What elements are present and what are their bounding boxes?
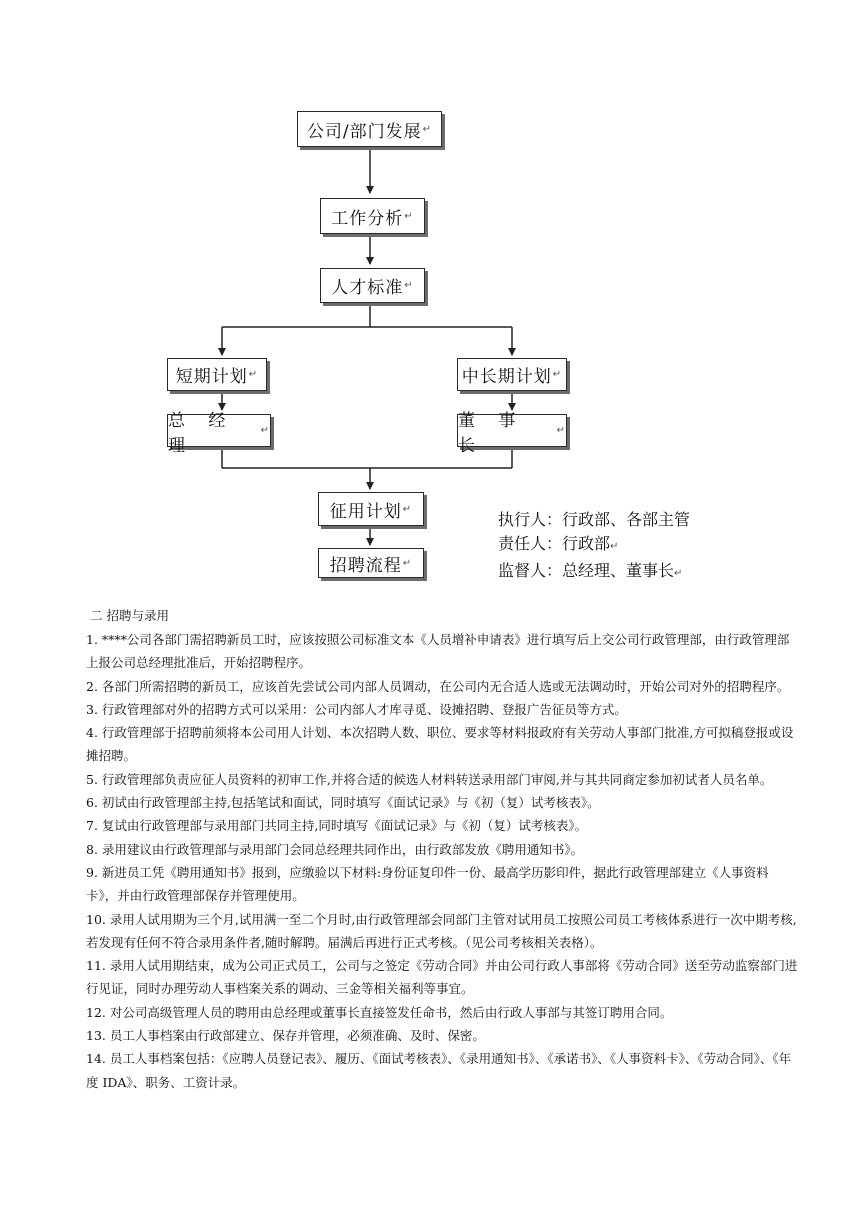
flowchart-legend: [498, 508, 690, 586]
node-hiring-plan: [318, 492, 424, 526]
list-item: 10. 录用人试用期为三个月,试用满一至二个月时,由行政管理部会同部门主管对试用员工按照公司员工考核体系进行一次中期考核,若发现有任何不符合录用条件者,随时解聘。届满后再进行正式考核。（见公司考核相关表格）。: [86, 911, 797, 950]
list-item: 1. ****公司各部门需招聘新员工时，应该按照公司标准文本《人员增补申请表》进行填写后上交公司行政管理部，由行政管理部上报公司总经理批准后，开始招聘程序。: [86, 632, 790, 671]
node-label: 招聘流程: [329, 555, 402, 576]
list-item: 3. 行政管理部对外的招聘方式可以采用：公司内部人才库寻觅、设摊招聘、登报广告征员等方式。: [86, 701, 627, 717]
return-mark: ↵: [404, 210, 414, 222]
list-item: 12. 对公司高级管理人员的聘用由总经理或董事长直接签发任命书，然后由行政人事部与其签订聘用合同。: [86, 1004, 673, 1020]
node-chairman: [457, 410, 567, 456]
node-job-analysis: [320, 198, 425, 234]
return-mark: ↵: [556, 425, 566, 436]
list-item: 2. 各部门所需招聘的新员工，应该首先尝试公司内部人员调动，在公司内无合适人选或无法调动时，开始公司对外的招聘程序。: [86, 678, 790, 694]
list-item: 7. 复试由行政管理部与录用部门共同主持,同时填写《面试记录》与《初（复）试考核表》。: [86, 818, 588, 834]
node-long-term-plan: [457, 358, 567, 391]
node-label: 短期计划: [175, 367, 248, 387]
list-item: 9. 新进员工凭《聘用通知书》报到，应缴验以下材料:身份证复印件一份、最高学历影印件，据此行政管理部建立《人事资料卡》，并由行政管理部保存并管理使用。: [86, 864, 769, 904]
return-mark: ↵: [674, 568, 683, 579]
section-title: 二 招聘与录用: [90, 608, 169, 623]
node-label: 公司/部门发展: [306, 121, 422, 142]
list-item: 11. 录用人试用期结束，成为公司正式员工，公司与之签定《劳动合同》并由公司行政人事部将《劳动合同》送至劳动监察部门进行见证，同时办理劳动人事档案关系的调动、三金等相关福利等事宜。: [86, 958, 798, 997]
return-mark: ↵: [260, 425, 270, 436]
return-mark: ↵: [610, 541, 619, 552]
return-mark: ↵: [552, 369, 563, 380]
list-item: 6. 初试由行政管理部主持,包括笔试和面试，同时填写《面试记录》与《初（复）试考核表》。: [86, 795, 600, 811]
rules-list: [86, 628, 798, 1094]
legend-responsible: 责任人：行政部↵: [498, 534, 619, 553]
list-item: 8. 录用建议由行政管理部与录用部门会同总经理共同作出，由行政部发放《聘用通知书》。: [86, 841, 584, 857]
node-label: 工作分析: [331, 208, 404, 229]
node-label: 人才标准: [331, 278, 404, 298]
node-label: 董 事 长: [458, 410, 525, 456]
recruitment-flowchart: [0, 0, 868, 600]
return-mark: ↵: [248, 369, 259, 380]
node-label: 中长期计划: [461, 367, 552, 387]
list-item: 5. 行政管理部负责应征人员资料的初审工作,并将合适的候选人材料转送录用部门审阅,并与其共同商定参加初试者人员名单。: [86, 771, 773, 787]
return-mark: ↵: [404, 280, 414, 291]
return-mark: ↵: [402, 557, 413, 569]
legend-executor: 执行人：行政部、各部主管: [498, 510, 691, 529]
node-talent-standard: [320, 268, 425, 303]
node-general-manager: [167, 410, 271, 456]
list-item: 14. 员工人事档案包括：《应聘人员登记表》、履历、《面试考核表》、《录用通知书》、《承诺书》、《人事资料卡》、《劳动合同》、《年度 IDA》、职务、工资计录。: [86, 1051, 792, 1090]
legend-supervisor: 监督人：总经理、董事长↵: [498, 561, 683, 580]
node-label: 征用计划: [329, 501, 402, 522]
flowchart-connectors: [0, 0, 868, 600]
list-item: 4. 行政管理部于招聘前须将本公司用人计划、本次招聘人数、职位、要求等材料报政府有关劳动人事部门批准,方可拟稿登报或设摊招聘。: [86, 725, 794, 764]
node-label: 总 经 理: [168, 410, 235, 456]
node-company-development: [297, 111, 442, 147]
return-mark: ↵: [422, 123, 433, 135]
node-recruitment-process: [318, 548, 424, 578]
list-item: 13. 员工人事档案由行政部建立、保存并管理，必须准确、及时、保密。: [86, 1028, 485, 1044]
return-mark: ↵: [402, 503, 413, 515]
node-short-term-plan: [167, 358, 267, 391]
